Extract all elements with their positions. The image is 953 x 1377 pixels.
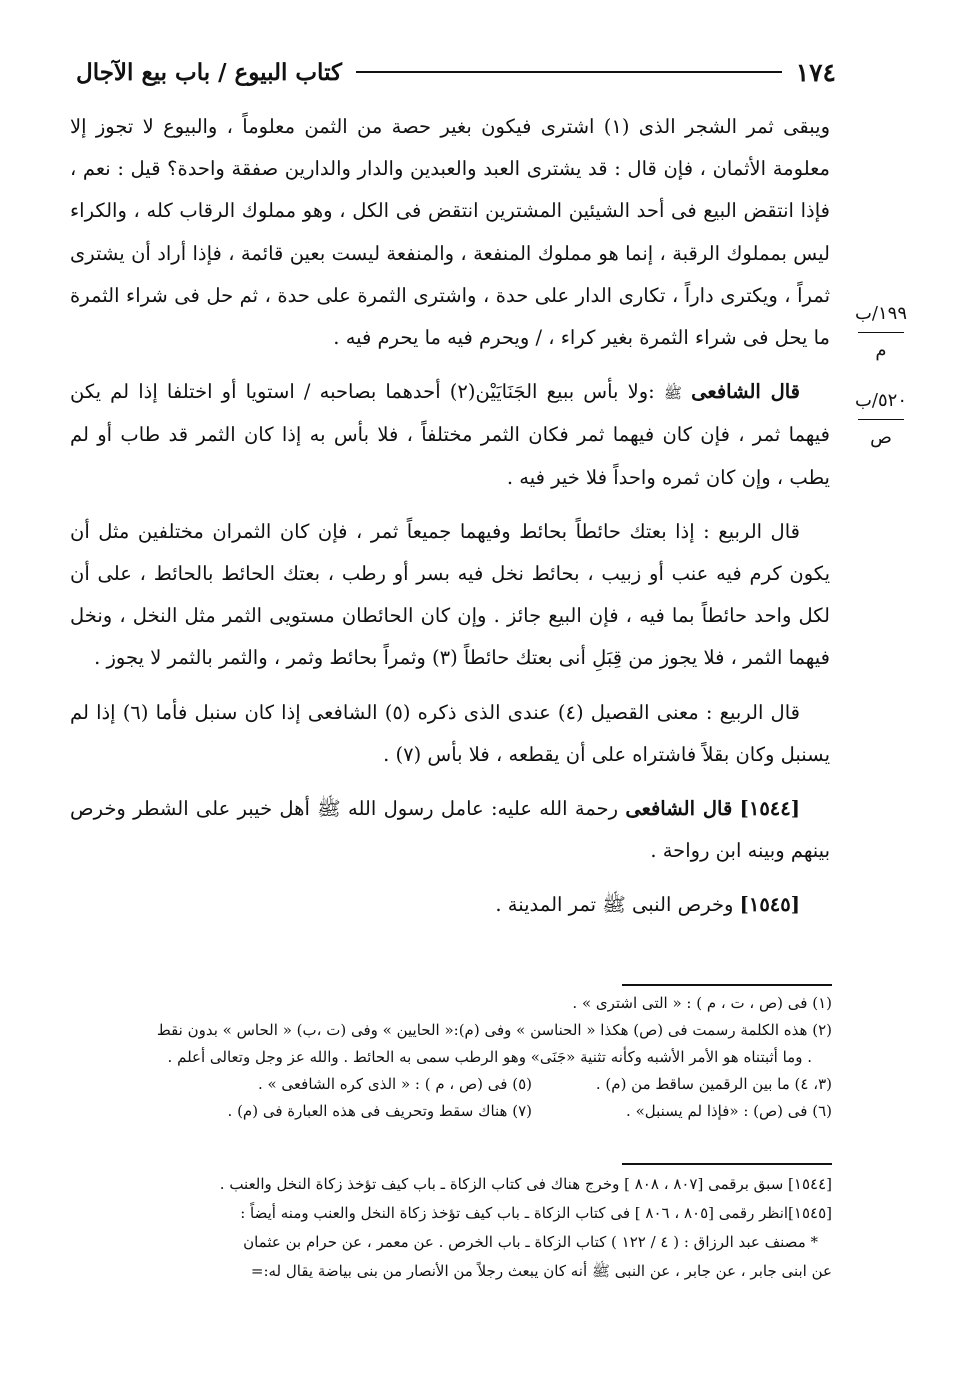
hadith-number: [١٥٤٥] [739,893,800,917]
reference-line: [١٥٤٤] سبق برقمى [٨٠٧ ، ٨٠٨ ] وخرج هناك فى كتاب الزكاة ـ باب كيف تؤخذ زكاة النخل والعنب . [219,1175,832,1193]
margin-references [846,300,916,452]
references-separator [622,1163,832,1165]
footnote: (٦) فى (ص) : «فإذا لم يسنبل» . [626,1102,832,1120]
page-header [76,52,836,92]
margin-ref-m-label: م [875,340,887,361]
margin-ref-manuscript-s: ٥٢٠/ب [854,390,908,411]
reference-line: * مصنف عبد الرزاق : ( ٤ / ١٢٢ ) كتاب الزكاة ـ باب الخرص . عن معمر ، عن حرام بن عثمان [243,1233,818,1251]
footnote-separator [622,984,832,986]
footnote: (١) فى (ص ، ت ، م ) : « التى اشترى » . [572,994,832,1012]
margin-divider [858,332,904,333]
footnote: (٥) فى (ص ، م ) : « الذى كره الشافعى » . [257,1075,532,1093]
main-text [70,106,830,939]
paragraph [70,884,830,926]
page-number: ١٧٤ [795,57,836,87]
paragraph-lead: قال الشافعى [691,380,801,404]
reference-line: عن ابنى جابر ، عن جابر ، عن النبى ﷺ أنه كان يبعث رجلاً من الأنصار من بنى بياضة يقال له:= [250,1262,832,1280]
hadith-number: [١٥٤٤] [739,797,800,821]
footnote-continuation: . وما أثبتناه هو الأمر الأشبه وكأنه تثنية «جَنَى» وهو الرطب سمى به الحائط . والله عز وجل وتعالى أعلم . [167,1048,812,1066]
paragraph: قال الربيع : معنى القصيل (٤) عندى الذى ذكره (٥) الشافعى إذا كان سنبل فأما (٦) إذا لم يسنبل وكان بقلاً فاشتراه على أن يقطعه ، فلا بأس (٧) . [70,700,830,766]
paragraph-text: رحمة الله عليه: عامل رسول الله ﷺ أهل خيبر على الشطر وخرص بينهم وبينه ابن رواحة . [70,797,830,863]
running-title: كتاب البيوع / باب بيع الآجال [76,58,342,86]
paragraph-text: :ولا بأس ببيع الجَنَايَيْن(٢) أحدهما بصاحبه / استويا أو اختلفا إذا لم يكن فيهما ثمر ، فإن كان فيهما ثمر فكان الثمر مختلفاً ، فلا بأس به إذا كان الثمر قد طاب أو لم يطب ، وإن كان ثمره واحداً فلا خير فيه . [70,380,830,489]
header-rule [356,71,782,73]
paragraph: ويبقى ثمر الشجر الذى (١) اشترى فيكون بغير حصة من الثمن معلوماً ، والبيوع لا تجوز إلا معلومة الأثمان ، فإن قال : قد يشترى العبد والعبدين والدار والدارين صفقة واحدة؟ قيل : نعم ، فإذا انتقض البيع فى أحد الشيئين المشترين انتقض فى الكل ، وهو مملوك الرقاب كله ، والكراء ليس بمملوك الرقبة ، إنما هو مملوك المنفعة ، والمنفعة ليست بعين قائمة ، فإذا أراد أن يشترى ثمراً ، ويكترى داراً ، تكارى الدار على حدة ، واشترى الثمرة على حدة ، ثم حل فى شراء الثمرة ما يحل فى شراء الثمرة بغير كراء ، / ويحرم فيه ما يحرم فيه . [70,115,830,350]
paragraph-lead: قال الشافعى [625,797,733,821]
reference-line: [١٥٤٥]انظر رقمى [٨٠٥ ، ٨٠٦ ] فى كتاب الزكاة ـ باب كيف تؤخذ زكاة النخل والعنب ومنه أيضاً : [240,1204,832,1222]
margin-ref-s-label: ص [870,427,892,448]
footnote-row [76,1071,832,1098]
paragraph [70,371,830,499]
footnotes [76,990,832,1125]
footnote: (٧) هناك سقط وتحريف فى هذه العبارة فى (م) . [227,1102,532,1120]
footnote-row [76,1098,832,1125]
honorific-glyph: ﷺ [663,384,682,403]
margin-ref-manuscript-m: ١٩٩/ب [854,303,908,324]
paragraph-text: وخرص النبى ﷺ تمر المدينة . [495,893,740,917]
paragraph [70,788,830,872]
footnote: (٢) هذه الكلمة رسمت فى (ص) هكذا « الحناسن » وفى (م):« الحايين » وفى (ت ،ب) « الحاس » بدون نقط [156,1021,832,1039]
paragraph: قال الربيع : إذا بعتك حائطاً بحائط وفيهما جميعاً ثمر ، فإن كان الثمران مختلفين مثل أن يكون كرم فيه عنب أو زبيب ، بحائط نخل فيه بسر أو رطب ، بعتك الحائط بالحائط ، على أن لكل واحد حائطاً بما فيه ، فإن البيع جائز . وإن كان الحائطان مستويى الثمر مثل النخل ، ونخل فيهما الثمر ، فلا يجوز من قِبَلِ أنى بعتك حائطاً (٣) وثمراً بحائط وثمر ، والثمر بالثمر لا يجوز . [70,519,830,670]
hadith-references [76,1170,832,1286]
footnote: (٣، ٤) ما بين الرقمين ساقط من (م) . [595,1075,832,1093]
margin-divider [858,419,904,420]
